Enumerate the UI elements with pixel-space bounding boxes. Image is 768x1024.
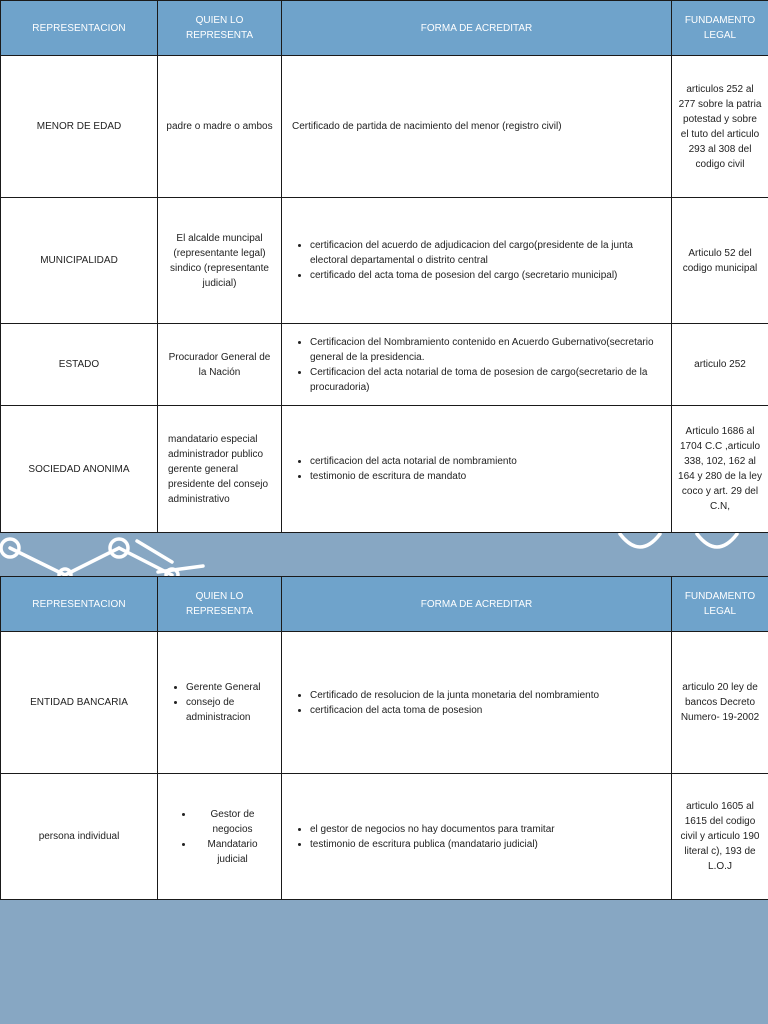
list-item: • certificacion del acta toma de posesion [310,703,661,718]
list-item: • certificacion del acta notarial de nombramiento [310,454,661,469]
forma-cell: Certificado de partida de nacimiento del menor (registro civil) [282,56,672,198]
forma-cell [282,774,672,900]
legal-cell: Articulo 52 del codigo municipal [672,198,768,324]
header-quien: QUIEN LO REPRESENTA [158,577,282,632]
header-forma: FORMA DE ACREDITAR [282,577,672,632]
legal-cell: articulo 1605 al 1615 del codigo civil y articulo 190 literal c), 193 de L.O.J [672,774,768,900]
list-item: • Mandatario judicial [194,837,271,867]
legal-cell: articulo 252 [672,324,768,406]
header-representacion: REPRESENTACION [1,577,158,632]
header-fundamento: FUNDAMENTO LEGAL [672,1,768,56]
rep-cell: persona individual [1,774,158,900]
header-quien: QUIEN LO REPRESENTA [158,1,282,56]
table-row [1,406,768,533]
forma-cell [282,632,672,774]
list-item: • testimonio de escritura publica (mandatario judicial) [310,837,661,852]
representation-table-2 [0,576,768,900]
rep-cell: MENOR DE EDAD [1,56,158,198]
forma-cell [282,198,672,324]
list-item: • Gerente General [186,680,271,695]
list-item: • certificado del acta toma de posesion del cargo (secretario municipal) [310,268,661,283]
header-forma: FORMA DE ACREDITAR [282,1,672,56]
legal-cell: Articulo 1686 al 1704 C.C ,articulo 338, 102, 162 al 164 y 280 de la ley coco y art. 29 del C.N, [672,406,768,533]
list-item: • certificacion del acuerdo de adjudicacion del cargo(presidente de la junta electoral departamental o distrito central [310,238,661,268]
rep-cell: ESTADO [1,324,158,406]
who-cell: padre o madre o ambos [158,56,282,198]
forma-cell [282,324,672,406]
list-item: • Certificacion del acta notarial de toma de posesion de cargo(secretario de la procuradoria) [310,365,661,395]
who-cell: Procurador General de la Nación [158,324,282,406]
forma-cell [282,406,672,533]
rep-cell: MUNICIPALIDAD [1,198,158,324]
table-row [1,56,768,198]
list-item: • Certificacion del Nombramiento contenido en Acuerdo Gubernativo(secretario general de la presidencia. [310,335,661,365]
rep-cell: ENTIDAD BANCARIA [1,632,158,774]
table-row [1,774,768,900]
list-item: • Certificado de resolucion de la junta monetaria del nombramiento [310,688,661,703]
header-fundamento: FUNDAMENTO LEGAL [672,577,768,632]
list-item: • consejo de administracion [186,695,271,725]
legal-cell: articulos 252 al 277 sobre la patria potestad y sobre el tuto del articulo 293 al 308 del codigo civil [672,56,768,198]
table-row [1,632,768,774]
rep-cell: SOCIEDAD ANONIMA [1,406,158,533]
list-item: • el gestor de negocios no hay documentos para tramitar [310,822,661,837]
list-item: • testimonio de escritura de mandato [310,469,661,484]
list-item: • Gestor de negocios [194,807,271,837]
who-cell [158,632,282,774]
table-row [1,324,768,406]
legal-cell: articulo 20 ley de bancos Decreto Numero- 19-2002 [672,632,768,774]
who-cell [158,774,282,900]
table-row [1,198,768,324]
who-cell: El alcalde muncipal (representante legal) sindico (representante judicial) [158,198,282,324]
who-cell: mandatario especial administrador publico gerente general presidente del consejo administrativo [158,406,282,533]
header-representacion: REPRESENTACION [1,1,158,56]
